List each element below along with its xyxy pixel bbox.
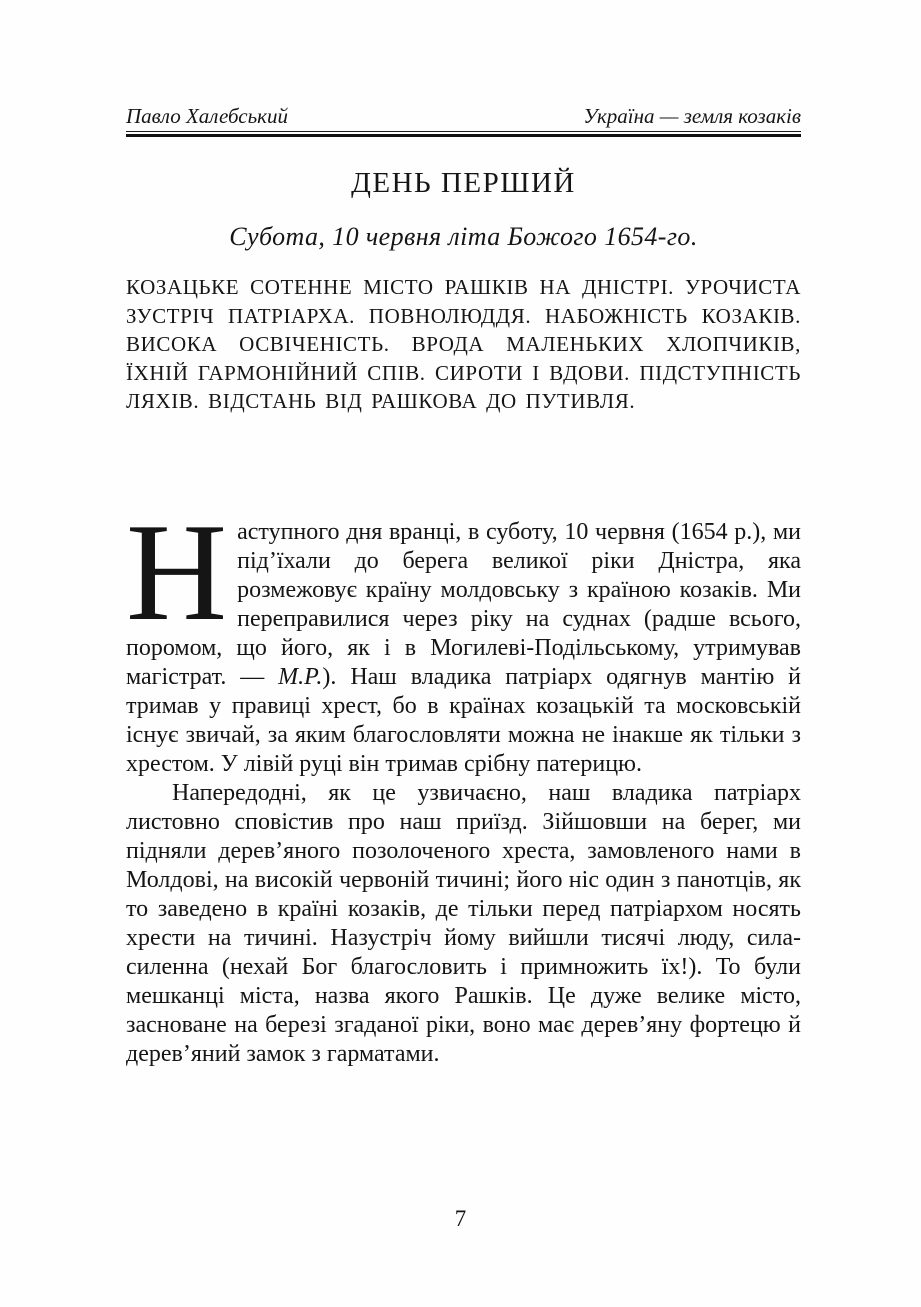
chapter-subtitle: Субота, 10 червня літа Божого 1654-го. <box>229 222 698 252</box>
running-head-book-title: Україна — земля козаків <box>583 104 801 128</box>
paragraph-first-text-before-note: аступного дня вранці, в суботу, 10 червня (1654 р.), ми під’їхали до берега великої ріки Дністра, яка розмежовує країну молдовську з країною козаків. Ми переправилися через ріку на суднах (радше всього, поромом, що його, як і в Могилеві-Подільському, утримував магістрат. — <box>126 518 801 690</box>
running-head <box>126 104 801 128</box>
body-text <box>126 494 802 1069</box>
paragraph-first <box>126 494 802 779</box>
chapter-summary: КОЗАЦЬКЕ СОТЕННЕ МІСТО РАШКІВ НА ДНІСТРІ. УРОЧИСТА ЗУСТРІЧ ПАТРІАРХА. ПОВНОЛЮДДЯ. НАБОЖНІСТЬ КОЗАКІВ. ВИСОКА ОСВІЧЕНІСТЬ. ВРОДА МАЛЕНЬКИХ ХЛОПЧИКІВ, ЇХНІЙ ГАРМОНІЙНИЙ СПІВ. СИРОТИ І ВДОВИ. ПІДСТУПНІСТЬ ЛЯХІВ. ВІДСТАНЬ ВІД РАШКОВА ДО ПУТИВЛЯ. <box>126 275 801 414</box>
drop-cap: Н <box>126 494 228 650</box>
running-head-author: Павло Халебський <box>126 104 288 128</box>
translator-note: М.Р. <box>278 663 323 690</box>
paragraph-first-text-after-note: ). Наш владика патріарх одягнув мантію й тримав у правиці хрест, бо в країнах козацькій та московській існує звичай, за яким благословляти можна не інакше як тільки з хрестом. У лівій руці він тримав срібну патерицю. <box>126 663 802 777</box>
chapter-title: ДЕНЬ ПЕРШИЙ <box>351 167 576 200</box>
header-rule <box>126 131 801 137</box>
paragraph-second: Напередодні, як це узвичаєно, наш владика патріарх листовно сповістив про наш приїзд. Зійшовши на берег, ми підняли дерев’яного позолоченого хреста, замовленого нами в Молдові, на високій червоній тичині; його ніс один з панотців, як то заведено в країні козаків, де тільки перед патріархом носять хрести на тичині. Назустріч йому вийшли тисячі люду, сила-силенна (нехай Бог благословить і примножить їх!). То були мешканці міста, назва якого Рашків. Це дуже велике місто, засноване на березі згаданої ріки, воно має дерев’яну фортецю й дерев’яний замок з гарматами. <box>126 779 801 1067</box>
page-number: 7 <box>454 1206 467 1231</box>
